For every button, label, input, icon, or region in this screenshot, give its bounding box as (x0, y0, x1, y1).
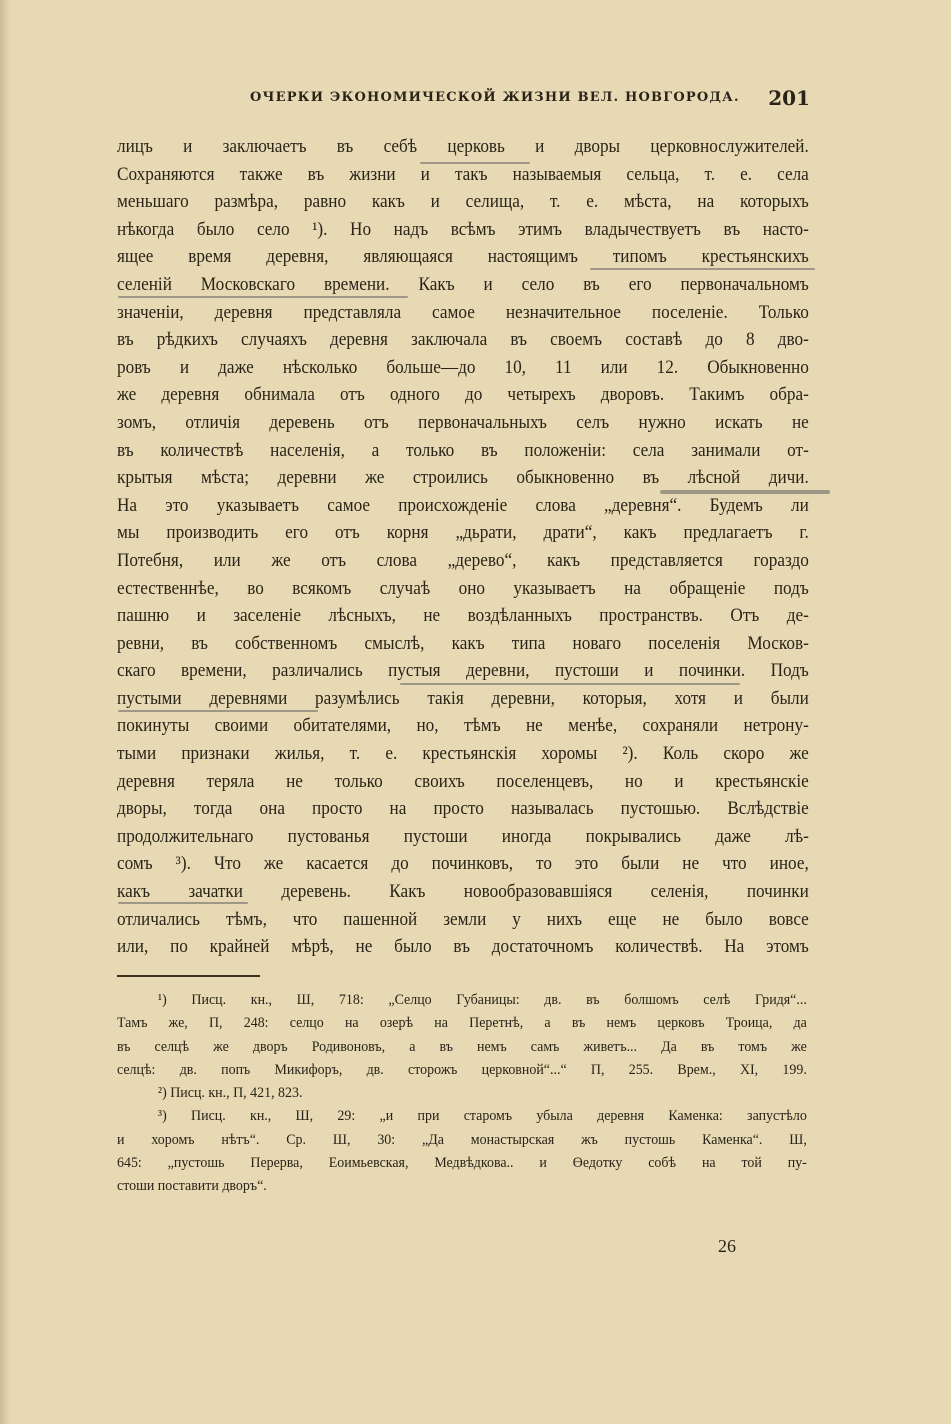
footnote-line: ³) Писц. кн., Ш, 29: „и при старомъ убыла деревня Каменка: запустѣло (157, 1108, 807, 1125)
text-line: сомъ ³). Что же касается до починковъ, то это были не что иное, (117, 854, 809, 875)
text-line: Потебня, или же отъ слова „дерево“, какъ представляется гораздо (117, 550, 809, 571)
text-line: деревня теряла не только своихъ поселенцевъ, но и крестьянскіе (117, 771, 809, 792)
text-line: продолжительнаго пустованья пустоши иногда покрывались даже лѣ- (117, 826, 809, 847)
page-edge-shadow (0, 0, 10, 1424)
text-line: въ рѣдкихъ случаяхъ деревня заключала въ своемъ составѣ до 8 дво- (117, 330, 809, 351)
text-line: На это указываетъ самое происхожденіе слова „деревня“. Будемъ ли (117, 495, 809, 516)
sheet-signature-number: 26 (718, 1236, 736, 1256)
page-header (250, 86, 810, 112)
running-title: ОЧЕРКИ ЭКОНОМИЧЕСКОЙ ЖИЗНИ ВЕЛ. НОВГОРОДА. (250, 90, 740, 105)
text-line: ровъ и даже нѣсколько больше—до 10, 11 или 12. Обыкновенно (117, 357, 809, 378)
text-line: тыми признаки жилья, т. е. крестьянскія хоромы ²). Коль скоро же (117, 744, 809, 765)
footnote-line: селцѣ: дв. попъ Микифоръ, дв. сторожъ церковной“...“ П, 255. Врем., XI, 199. (117, 1061, 807, 1078)
text-line: естественнѣе, во всякомъ случаѣ оно указываетъ на обращеніе подъ (117, 578, 809, 599)
pencil-underline (590, 268, 815, 270)
footnote-line: въ селцѣ же дворъ Родивоновъ, а въ немъ самъ живетъ... Да въ томъ же (117, 1038, 807, 1055)
pencil-underline (118, 902, 248, 904)
footnote-line: Тамъ же, П, 248: селцо на озерѣ на Перетнѣ, а въ немъ церковъ Троица, да (117, 1015, 807, 1032)
footnote-separator (117, 975, 260, 977)
text-line: мы производить его отъ корня „дьрати, драти“, какъ предлагаетъ г. (117, 523, 809, 544)
text-line: Сохраняются также въ жизни и такъ называемыя сельца, т. е. села (117, 164, 809, 185)
text-line: пустыми деревнями разумѣлись такія деревни, которыя, хотя и были (117, 688, 809, 709)
pencil-underline (420, 162, 530, 164)
text-line: селеній Московскаго времени. Какъ и село въ его первоначальномъ (117, 274, 809, 295)
text-line: лицъ и заключаетъ въ себѣ церковь и дворы церковнослужителей. (117, 137, 809, 157)
footnote-line: стоши поставити дворъ“. (117, 1178, 267, 1195)
text-line: нѣкогда было село ¹). Но надъ всѣмъ этимъ владычествуетъ въ насто- (117, 219, 809, 240)
body-text (117, 134, 809, 962)
footnote-line: ²) Писц. кн., П, 421, 823. (157, 1085, 303, 1102)
text-line: ящее время деревня, являющаяся настоящимъ типомъ крестьянскихъ (117, 247, 809, 268)
footnote-line: ¹) Писц. кн., Ш, 718: „Селцо Губаницы: дв. въ болшомъ селѣ Гридя“... (157, 992, 807, 1008)
pencil-underline (118, 710, 318, 712)
pencil-underline (660, 490, 830, 494)
text-line: отличались тѣмъ, что пашенной земли у нихъ еще не было вовсе (117, 909, 809, 930)
text-line: зомъ, отличія деревень отъ первоначальныхъ селъ нужно искать не (117, 412, 809, 433)
text-line: покинуты своими обитателями, но, тѣмъ не менѣе, сохраняли нетрону- (117, 716, 809, 737)
text-line: дворы, тогда она просто на просто называлась пустошью. Вслѣдствіе (117, 799, 809, 820)
footnote-line: и хоромъ нѣтъ“. Ср. Ш, 30: „Да монастырская жъ пустошь Каменка“. Ш, (117, 1131, 807, 1148)
text-line: меньшаго размѣра, равно какъ и селища, т. е. мѣста, на которыхъ (117, 192, 809, 213)
pencil-underline (400, 683, 740, 685)
text-line: въ количествѣ населенія, а только въ положеніи: села занимали от- (117, 440, 809, 461)
text-line: же деревня обнимала отъ одного до четырехъ дворовъ. Такимъ обра- (117, 385, 809, 406)
text-line: значеніи, деревня представляла самое незначительное поселеніе. Только (117, 302, 809, 323)
pencil-underline (118, 296, 408, 298)
text-line: ревни, въ собственномъ смыслѣ, какъ типа новаго поселенія Москов- (117, 633, 809, 654)
text-line: крытыя мѣста; деревни же строились обыкновенно въ лѣсной дичи. (117, 468, 809, 489)
footnotes (117, 989, 807, 1199)
page-number: 201 (768, 86, 810, 110)
text-line: какъ зачатки деревень. Какъ новообразовавшіяся селенія, починки (117, 882, 809, 903)
text-line: скаго времени, различались пустыя деревни, пустоши и починки. Подъ (117, 661, 809, 682)
footnote-line: 645: „пустошь Перерва, Еоимьевская, Медвѣдкова.. и Өедотку собѣ на той пу- (117, 1155, 807, 1172)
text-line: пашню и заселеніе лѣсныхъ, не воздѣланныхъ пространствъ. Отъ де- (117, 606, 809, 627)
text-line: или, по крайней мѣрѣ, не было въ достаточномъ количествѣ. На этомъ (117, 937, 809, 958)
